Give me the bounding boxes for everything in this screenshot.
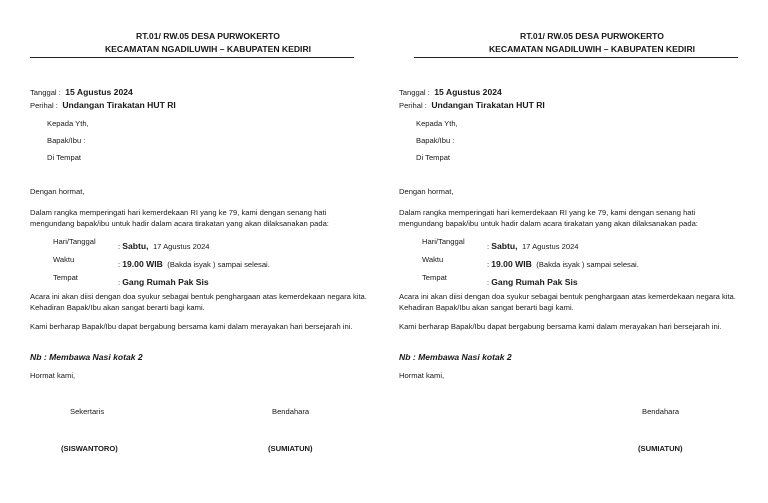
subject-line <box>399 95 545 113</box>
address-line3: Di Tempat <box>47 153 82 162</box>
date-label: Tanggal : <box>30 88 61 97</box>
letterhead-line1: RT.01/ RW.05 DESA PURWOKERTO <box>520 31 664 41</box>
letterhead-line1: RT.01/ RW.05 DESA PURWOKERTO <box>136 31 280 41</box>
paragraph-3: Kami berharap Bapak/Ibu dapat bergabung bersama kami dalam merayakan hari bersejarah ini. <box>399 322 722 331</box>
day-value: : Sabtu, 17 Agustus 2024 <box>487 241 579 251</box>
time-label: Waktu <box>422 255 444 264</box>
day-label: Hari/Tanggal <box>422 237 465 246</box>
subject-label: Perihal : <box>399 101 427 110</box>
paragraph-2: Acara ini akan diisi dengan doa syukur sebagai bentuk penghargaan atas kemerdekaan negara kita. Kehadiran Bapak/Ibu akan sangat berarti bagi kami. <box>399 292 736 313</box>
place-value: : Gang Rumah Pak Sis <box>487 277 578 287</box>
time-value: : 19.00 WIB (Bakda isyak ) sampai selesai. <box>118 259 270 269</box>
secretary-title: Sekertaris <box>70 407 105 416</box>
address-line1: Kepada Yth, <box>416 119 458 128</box>
closing: Hormat kami, <box>399 371 445 380</box>
date-label: Tanggal : <box>399 88 430 97</box>
time-value: : 19.00 WIB (Bakda isyak ) sampai selesai. <box>487 259 639 269</box>
intro-paragraph: Dalam rangka memperingati hari kemerdekaan RI yang ke 79, kami dengan senang hati mengundang bapak/ibu untuk hadir dalam acara tirakatan yang akan dilaksanakan pada: <box>30 208 329 229</box>
note: Nb : Membawa Nasi kotak 2 <box>30 352 143 362</box>
address-line2: Bapak/Ibu : <box>47 136 86 145</box>
paragraph-2: Acara ini akan diisi dengan doa syukur sebagai bentuk penghargaan atas kemerdekaan negara kita. Kehadiran Bapak/Ibu akan sangat berarti bagi kami. <box>30 292 367 313</box>
letterhead-rule <box>414 57 738 58</box>
place-label: Tempat <box>53 273 78 282</box>
greeting: Dengan hormat, <box>399 187 454 196</box>
place-label: Tempat <box>422 273 447 282</box>
paragraph-3: Kami berharap Bapak/Ibu dapat bergabung bersama kami dalam merayakan hari bersejarah ini. <box>30 322 353 331</box>
greeting: Dengan hormat, <box>30 187 85 196</box>
place-value: : Gang Rumah Pak Sis <box>118 277 209 287</box>
day-value: : Sabtu, 17 Agustus 2024 <box>118 241 210 251</box>
date-value: 15 Agustus 2024 <box>434 87 502 97</box>
treasurer-name: (SUMIATUN) <box>268 444 313 453</box>
secretary-name: (SISWANTORO) <box>61 444 118 453</box>
address-line1: Kepada Yth, <box>47 119 89 128</box>
time-label: Waktu <box>53 255 75 264</box>
treasurer-title: Bendahara <box>642 407 680 416</box>
date-value: 15 Agustus 2024 <box>65 87 133 97</box>
letter-right <box>384 0 768 503</box>
treasurer-title: Bendahara <box>272 407 310 416</box>
intro-paragraph: Dalam rangka memperingati hari kemerdekaan RI yang ke 79, kami dengan senang hati mengundang bapak/ibu untuk hadir dalam acara tirakatan yang akan dilaksanakan pada: <box>399 208 698 229</box>
closing: Hormat kami, <box>30 371 76 380</box>
letterhead-line2: KECAMATAN NGADILUWIH – KABUPATEN KEDIRI <box>488 44 696 54</box>
address-line2: Bapak/Ibu : <box>416 136 455 145</box>
day-label: Hari/Tanggal <box>53 237 96 246</box>
treasurer-name: (SUMIATUN) <box>638 444 683 453</box>
subject-label: Perihal : <box>30 101 58 110</box>
letterhead-line2: KECAMATAN NGADILUWIH – KABUPATEN KEDIRI <box>104 44 312 54</box>
note: Nb : Membawa Nasi kotak 2 <box>399 352 512 362</box>
subject-value: Undangan Tirakatan HUT RI <box>62 100 176 110</box>
address-line3: Di Tempat <box>416 153 451 162</box>
subject-line <box>30 95 176 113</box>
subject-value: Undangan Tirakatan HUT RI <box>431 100 545 110</box>
letterhead-rule <box>30 57 354 58</box>
